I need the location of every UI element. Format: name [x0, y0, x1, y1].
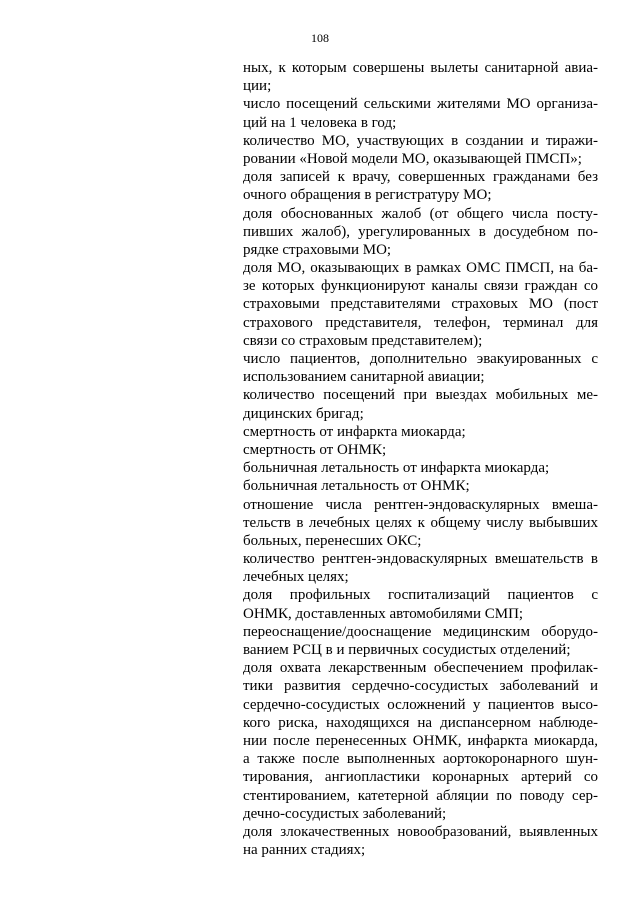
text-line: тельств в лечебных целях к общему числу выбывших	[243, 514, 598, 531]
text-line: ванием РСЦ в и первичных сосудистых отделений;	[243, 642, 571, 658]
list-item	[243, 477, 598, 495]
text-line: кого риска, находящихся на диспансерном наблюде-	[243, 714, 598, 731]
list-item	[243, 623, 598, 659]
list-item	[243, 59, 598, 95]
text-line: количество посещений при выездах мобильных ме-	[243, 387, 598, 404]
text-line: а также после выполненных аортокоронарного шун-	[243, 751, 598, 768]
text-line: зе которых функционируют каналы связи граждан со	[243, 278, 598, 295]
text-line: лечебных целях;	[243, 569, 349, 586]
text-line: дечно-сосудистых заболеваний;	[243, 805, 447, 822]
text-line: смертность от ОНМК;	[243, 441, 387, 458]
text-line: нии после перенесенных ОНМК, инфаркта миокарда,	[243, 732, 598, 749]
text-line: доля злокачественных новообразований, выявленных	[243, 823, 598, 840]
text-line: на ранних стадиях;	[243, 842, 366, 859]
text-line: количество МО, участвующих в создании и тиражи-	[243, 132, 598, 149]
text-line: доля охвата лекарственным обеспечением профилак-	[243, 660, 598, 677]
text-line: доля профильных госпитализаций пациентов с	[243, 587, 598, 604]
list-item	[243, 95, 598, 131]
text-line: переоснащение/дооснащение медицинским оборудо-	[243, 623, 598, 640]
text-line: страхового представителя, телефон, терминал для	[243, 314, 598, 331]
list-item	[243, 386, 598, 422]
list-item	[243, 459, 598, 477]
list-item	[243, 550, 598, 586]
text-line: количество рентген-эндоваскулярных вмешательств в	[243, 551, 598, 568]
list-item	[243, 586, 598, 622]
text-line: пивших жалоб), урегулированных в досудебном по-	[243, 223, 598, 240]
text-line: доля обоснованных жалоб (от общего числа посту-	[243, 205, 598, 222]
list-item	[243, 423, 598, 441]
text-line: ОНМК, доставленных автомобилями СМП;	[243, 605, 524, 622]
text-line: ровании «Новой модели МО, оказывающей ПМСП»;	[243, 150, 582, 167]
list-item	[243, 441, 598, 459]
list-item	[243, 168, 598, 204]
text-line: больных, перенесших ОКС;	[243, 532, 422, 549]
text-line: очного обращения в регистратуру МО;	[243, 187, 492, 204]
text-line: число пациентов, дополнительно эвакуированных с	[243, 351, 598, 367]
text-line: дицинских бригад;	[243, 405, 364, 422]
text-line: тики развития сердечно-сосудистых заболеваний и	[243, 678, 598, 695]
list-item	[243, 350, 598, 386]
text-line: больничная летальность от инфаркта миокарда;	[243, 460, 550, 477]
text-line: больничная летальность от ОНМК;	[243, 478, 470, 495]
list-item	[243, 823, 598, 859]
list-item	[243, 259, 598, 350]
text-line: стентированием, катетерной абляции по поводу сер-	[243, 787, 598, 804]
list-item	[243, 659, 598, 823]
text-line: смертность от инфаркта миокарда;	[243, 423, 466, 440]
text-line: использованием санитарной авиации;	[243, 369, 485, 386]
document-body	[243, 59, 598, 859]
text-line: ций на 1 человека в год;	[243, 114, 397, 131]
text-line: доля записей к врачу, совершенных гражданами без	[243, 169, 598, 186]
text-line: страховыми представителями страховых МО (пост	[243, 296, 598, 313]
list-item	[243, 132, 598, 168]
page-number: 108	[311, 31, 329, 45]
text-line: тирования, ангиопластики коронарных артерий со	[243, 769, 598, 786]
list-item	[243, 205, 598, 260]
list-item	[243, 496, 598, 551]
text-line: сердечно-сосудистых осложнений у пациентов высо-	[243, 696, 598, 713]
text-line: рядке страховыми МО;	[243, 241, 392, 258]
text-line: число посещений сельскими жителями МО организа-	[243, 96, 598, 113]
text-line: доля МО, оказывающих в рамках ОМС ПМСП, на ба-	[243, 260, 598, 277]
text-line: ции;	[243, 78, 272, 95]
text-line: связи со страховым представителем);	[243, 332, 483, 349]
text-line: ных, к которым совершены вылеты санитарной авиа-	[243, 60, 598, 76]
text-line: отношение числа рентген-эндоваскулярных вмеша-	[243, 496, 598, 513]
